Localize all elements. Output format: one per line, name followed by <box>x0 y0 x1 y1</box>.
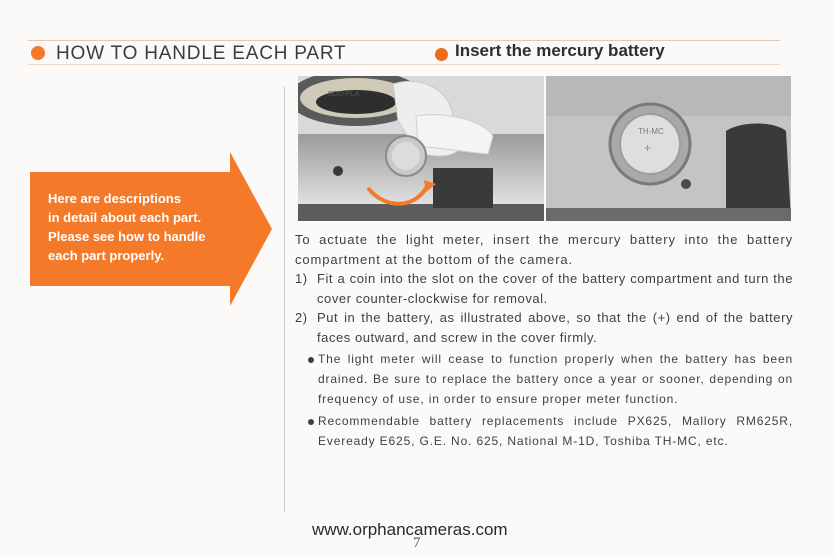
callout-line: Please see how to handle <box>48 229 206 244</box>
intro-paragraph: To actuate the light meter, insert the mercury battery into the battery compartment at the bottom of the camera. <box>295 232 793 267</box>
callout-arrow <box>30 152 272 306</box>
column-divider <box>284 86 285 512</box>
step-number: 1) <box>295 271 308 286</box>
callout-text <box>48 189 248 265</box>
note-text: Recommendable battery replacements include PX625, Mallory RM625R, Eveready E625, G.E. No. 625, National M-1D, Toshiba TH-MC, etc. <box>318 414 793 449</box>
svg-text:+: + <box>644 141 652 155</box>
website-link[interactable]: www.orphancameras.com <box>312 520 508 539</box>
section-bullet-icon <box>31 46 45 60</box>
callout-line: Here are descriptions <box>48 191 181 206</box>
callout-line: each part properly. <box>48 248 165 263</box>
note-item <box>295 350 793 409</box>
battery-compartment-photo <box>546 76 791 221</box>
section-title: HOW TO HANDLE EACH PART <box>56 43 347 64</box>
step-text: Fit a coin into the slot on the cover of the battery compartment and turn the cover counter-clockwise for removal. <box>317 271 793 306</box>
header-top-rule <box>28 40 780 41</box>
step-text: Put in the battery, as illustrated above, so that the (+) end of the battery faces outward, and screw in the cover firmly. <box>317 310 793 345</box>
lens-marking-text: RDO-PLA <box>328 91 360 98</box>
step-item <box>295 308 793 347</box>
bullet-icon <box>308 357 314 363</box>
topic-title: Insert the mercury battery <box>455 41 665 60</box>
instructions <box>295 230 793 452</box>
step-number: 2) <box>295 310 308 325</box>
note-text: The light meter will cease to function properly when the battery has been drained. Be sure to replace the battery once a year or sooner, depending on frequency of use, in order to ensure proper meter function. <box>318 352 793 406</box>
battery-marking-text: TH-MC <box>638 127 664 136</box>
page-number: 7 <box>413 535 421 551</box>
bullet-icon <box>308 419 314 425</box>
step-item <box>295 269 793 308</box>
camera-bottom-photo <box>298 76 544 221</box>
topic-bullet-icon <box>435 48 448 61</box>
callout-line: in detail about each part. <box>48 210 202 225</box>
note-item <box>295 412 793 452</box>
